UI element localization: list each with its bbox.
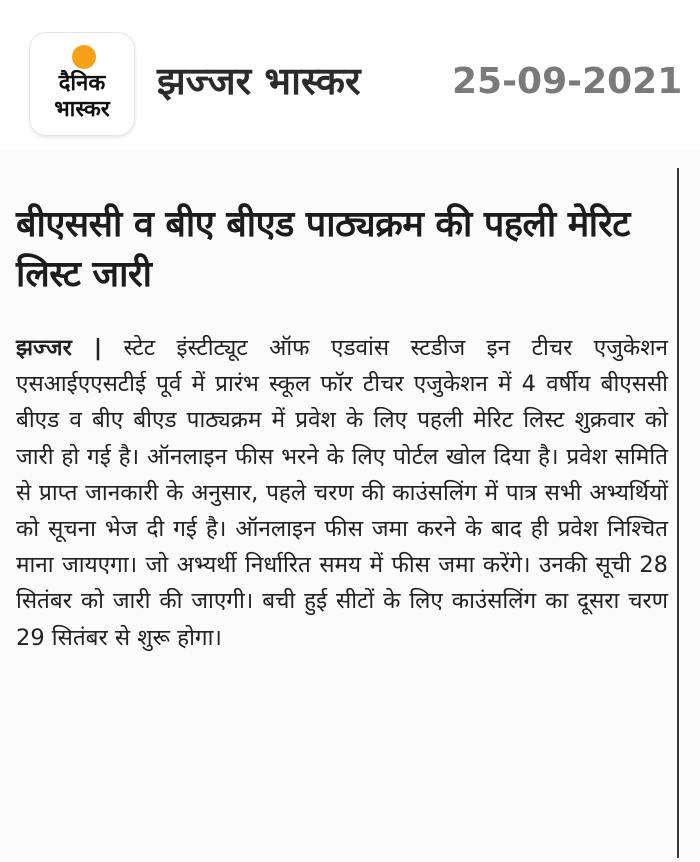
logo-text-line1: दैनिक [58, 71, 106, 96]
app-header [0, 0, 700, 140]
edition-date: 25-09-2021 [452, 61, 683, 102]
article-dateline: झज्जर | [16, 335, 103, 361]
article-text: स्टेट इंस्टीट्यूट ऑफ एडवांस स्टडीज इन टीचर एजुकेशन एसआईएएसटीई पूर्व में प्रारंभ स्कूल फॉर टीचर एजुकेशन में 4 वर्षीय बीएससी बीएड व बीए बीएड पाठ्यक्रम में प्रवेश के लिए पहली मेरिट लिस्ट शुक्रवार को जारी हो गई है। ऑनलाइन फीस भरने के लिए पोर्टल खोल दिया है। प्रवेश समिति से प्राप्त जानकारी के अनुसार, पहले चरण की काउंसलिंग में पात्र सभी अभ्यर्थियों को सूचना भेज दी गई है। ऑनलाइन फीस जमा करने के बाद ही प्रवेश निश्चित माना जायएगा। जो अभ्यर्थी निर्धारित समय में फीस जमा करेंगे। उनकी सूची 28 सितंबर को जारी की जाएगी। बची हुई सीटों के लिए काउंसलिंग का दूसरा चरण 29 सितंबर से शुरू होगा। [16, 335, 668, 651]
sun-icon [72, 45, 96, 69]
article-headline: बीएससी व बीए बीएड पाठ्यक्रम की पहली मेरिट लिस्ट जारी [16, 204, 630, 295]
edition-title: झज्जर भास्कर [157, 59, 361, 103]
logo-text-line2: भास्कर [54, 97, 110, 122]
article-body [16, 330, 668, 656]
dainik-bhaskar-logo[interactable] [30, 33, 134, 135]
column-divider [677, 168, 679, 858]
